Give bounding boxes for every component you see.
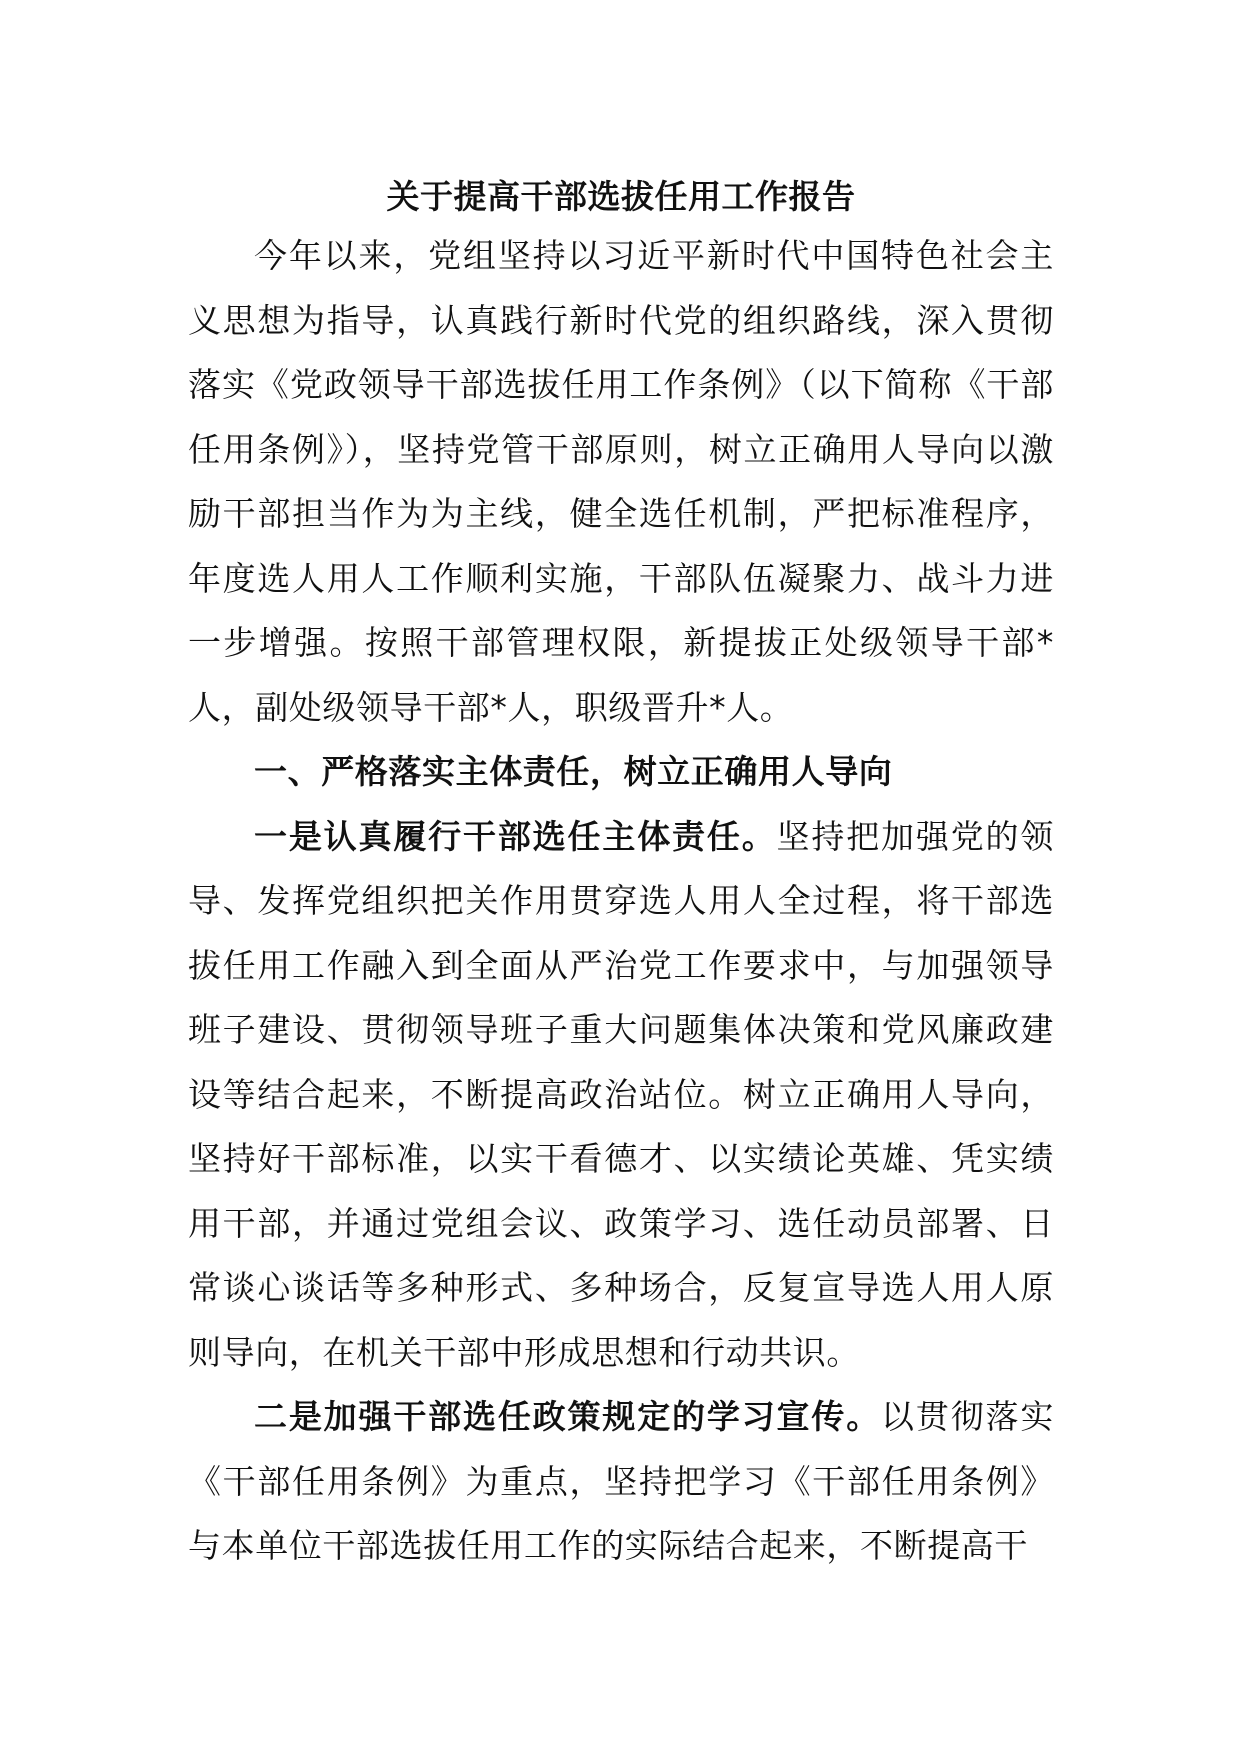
document-title: 关于提高干部选拔任用工作报告 — [386, 177, 856, 216]
section-heading: 一、严格落实主体责任，树立正确用人导向 — [254, 752, 893, 791]
item-body-1: 坚持把加强党的领导、发挥党组织把关作用贯穿选人用人全过程，将干部选拔任用工作融入到全面从严治党工作要求中，与加强领导班子建设、贯彻领导班子重大问题集体决策和党风廉政建设等结合起来，不断提高政治站位。树立正确用人导向，坚持好干部标准，以实干看德才、以实绩论英雄、凭实绩用干部，并通过党组会议、政策学习、选任动员部署、日常谈心谈话等多种形式、多种场合，反复宣导选人用人原则导向，在机关干部中形成思想和行动共识。 — [188, 816, 1054, 1372]
item-body-2: 以贯彻落实《干部任用条例》为重点，坚持把学习《干部任用条例》与本单位干部选拔任用工作的实际结合起来，不断提高干 — [188, 1397, 1054, 1565]
item-lead-2: 二是加强干部选任政策规定的学习宣传。 — [254, 1397, 882, 1436]
document-body — [188, 170, 1054, 1579]
item-paragraph-2 — [188, 1385, 1054, 1579]
intro-paragraph: 今年以来，党组坚持以习近平新时代中国特色社会主义思想为指导，认真践行新时代党的组织路线，深入贯彻落实《党政领导干部选拔任用工作条例》（以下简称《干部任用条例》），坚持党管干部原则，树立正确用人导向以激励干部担当作为为主线，健全选任机制，严把标准程序，年度选人用人工作顺利实施，干部队伍凝聚力、战斗力进一步增强。按照干部管理权限，新提拔正处级领导干部*人，副处级领导干部*人，职级晋升*人。 — [188, 236, 1054, 727]
item-lead-1: 一是认真履行干部选任主体责任。 — [254, 816, 777, 856]
item-paragraph-1 — [188, 805, 1054, 1386]
